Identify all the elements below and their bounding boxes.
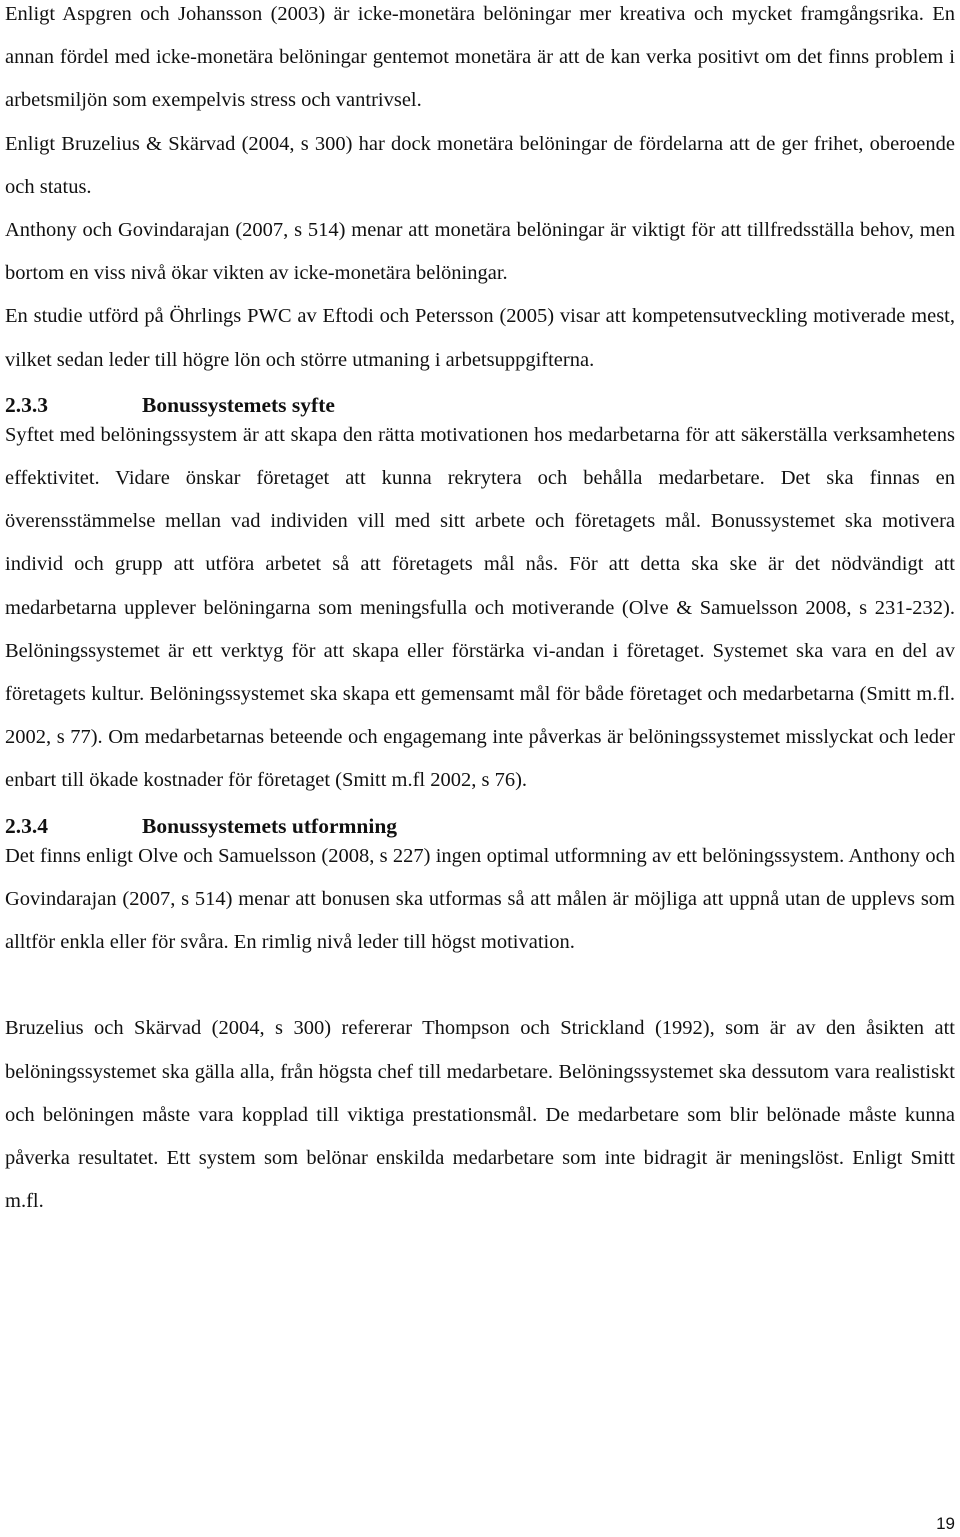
- paragraph-ohrlings-study: En studie utförd på Öhrlings PWC av Eftodi och Petersson (2005) visar att kompetensutveckling motiverade mest, vilket sedan leder till högre lön och större utmaning i arbetsuppgifterna.: [5, 305, 955, 371]
- paragraph-spacer: [5, 964, 955, 1007]
- paragraph-aspgren-johansson: Enligt Aspgren och Johansson (2003) är icke-monetära belöningar mer kreativa och mycket framgångsrika. En annan fördel med icke-monetära belöningar gentemot monetära är att de kan verka positivt om det finns problem i arbetsmiljön som exempelvis stress och vantrivsel.: [5, 3, 955, 112]
- paragraph-anthony-govindarajan: Anthony och Govindarajan (2007, s 514) menar att monetära belöningar är viktigt för att tillfredsställa behov, men bortom en viss nivå ökar vikten av icke-monetära belöningar.: [5, 219, 955, 285]
- page-number: 19: [936, 1514, 955, 1533]
- document-page: [5, 0, 955, 1223]
- paragraph-bruzelius-skarvad: Enligt Bruzelius & Skärvad (2004, s 300) har dock monetära belöningar de fördelarna att de ger frihet, oberoende och status.: [5, 132, 955, 198]
- paragraph-bonussystemets-syfte: Syftet med belöningssystem är att skapa den rätta motivationen hos medarbetarna för att säkerställa verksamhetens effektivitet. Vidare önskar företaget att kunna rekrytera och behålla medarbetare. Det ska finnas en överensstämmelse mellan vad individen vill med sitt arbete och företagets mål. Bonussystemet ska motivera individ och grupp att utföra arbetet så att företagets mål nås. För att detta ska ske är det nödvändigt att medarbetarna upplever belöningarna som meningsfulla och motiverande (Olve & Samuelsson 2008, s 231-232). Belöningssystemet är ett verktyg för att skapa eller förstärka vi-andan i företaget. Systemet ska vara en del av företagets kultur. Belöningssystemet ska skapa ett gemensamt mål för både företaget och medarbetarna (Smitt m.fl. 2002, s 77). Om medarbetarnas beteende och engagemang inte påverkas är belöningssystemet misslyckat och leder enbart till ökade kostnader för företaget (Smitt m.fl 2002, s 76).: [5, 423, 955, 792]
- paragraph-utformning-1: Det finns enligt Olve och Samuelsson (2008, s 227) ingen optimal utformning av ett belöningssystem. Anthony och Govindarajan (2007, s 514) menar att bonusen ska utformas så att målen är möjliga att uppnå utan de upplevs som alltför enkla eller för svåra. En rimlig nivå leder till högst motivation.: [5, 844, 955, 954]
- paragraph-utformning-2: Bruzelius och Skärvad (2004, s 300) refererar Thompson och Strickland (1992), som är av den åsikten att belöningssystemet ska gälla alla, från högsta chef till medarbetare. Belöningssystemet ska dessutom vara realistiskt och belöningen måste vara kopplad till viktiga prestationsmål. De medarbetare som blir belönade måste kunna påverka resultatet. Ett system som belönar enskilda medarbetare som inte bidragit är meningslöst. Enligt Smitt m.fl.: [5, 1017, 955, 1213]
- section-title: Bonussystemets syfte: [142, 392, 335, 417]
- section-number: 2.3.4: [5, 813, 48, 838]
- section-number: 2.3.3: [5, 392, 48, 417]
- section-title: Bonussystemets utformning: [142, 813, 398, 838]
